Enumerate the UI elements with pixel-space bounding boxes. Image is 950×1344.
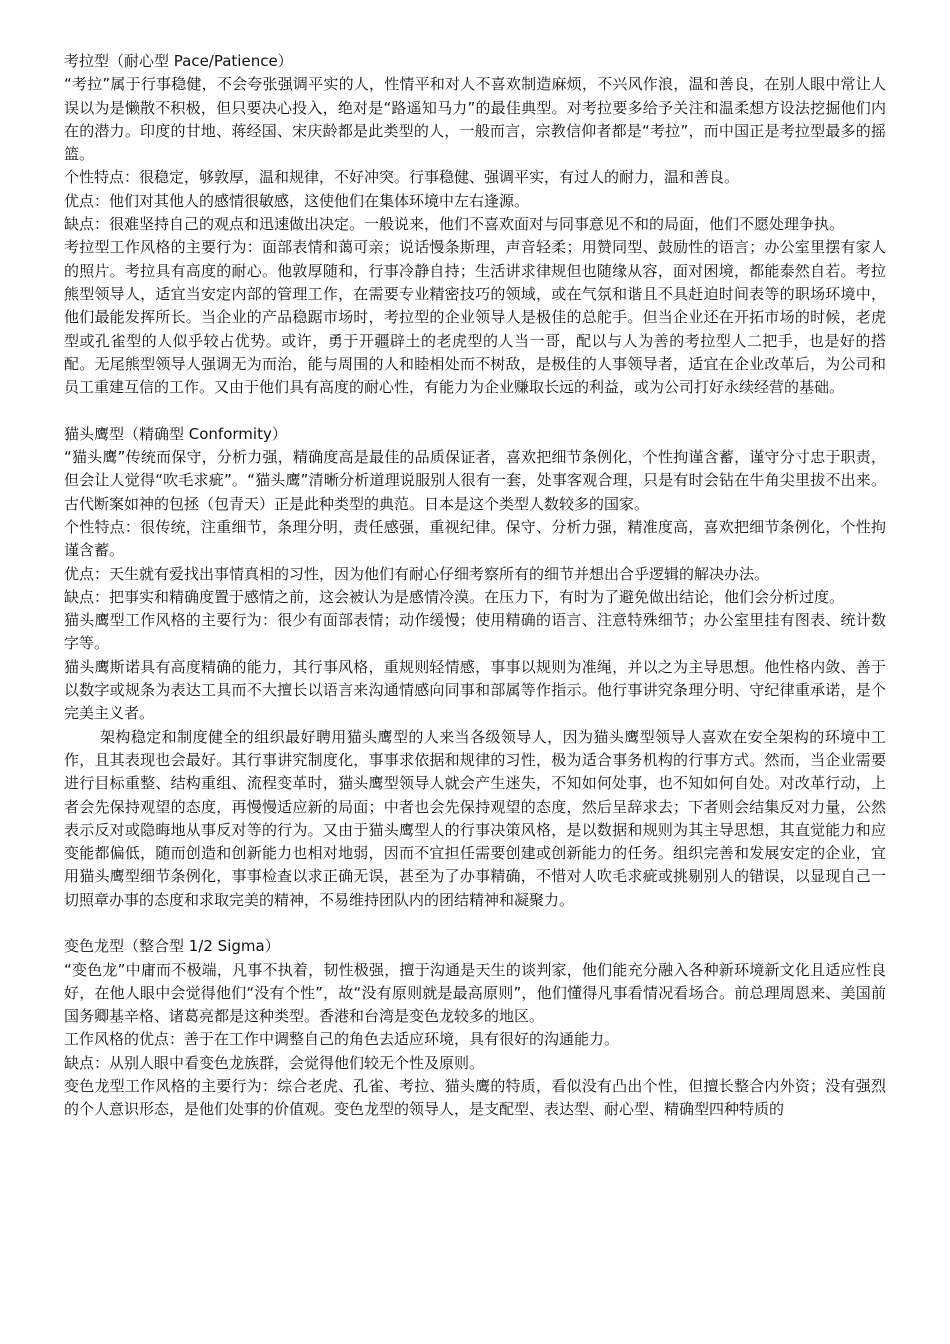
paragraph: 缺点：从别人眼中看变色龙族群，会觉得他们较无个性及原则。 bbox=[64, 1053, 485, 1072]
paragraph: 考拉型工作风格的主要行为：面部表情和蔼可亲；说话慢条斯理，声音轻柔；用赞同型、鼓励性的语言；办公室里摆有家人的照片。考拉具有高度的耐心。他敦厚随和，行事冷静自持；生活讲求律规但也随缘从容，面对困境，都能泰然自若。考拉熊型领导人，适宜当安定内部的管理工作，在需要专业精密技巧的领域，或在气氛和谐且不具赶迫时间表等的职场环境中，他们最能发挥所长。当企业的产品稳踞市场时，考拉型的企业领导人是极佳的总舵手。但当企业还在开拓市场的时候，老虎型或孔雀型的人似乎较占优势。或许，勇于开疆辟土的老虎型的人当一哥，配以与人为善的考拉型人二把手，也是好的搭配。无尾熊型领导人强调无为而治，能与周围的人和睦相处而不树敌，是极佳的人事领导者，适宜在企业改革后，为公司和员工重建互信的工作。又由于他们具有高度的耐心性，有能力为企业赚取长远的利益，或为公司打好永续经营的基础。 bbox=[64, 238, 886, 397]
section-heading: 考拉型（耐心型 Pace/Patience） bbox=[64, 52, 293, 70]
paragraph: “猫头鹰”传统而保守，分析力强，精确度高是最佳的品质保证者，喜欢把细节条例化，个性拘谨含蓄，谨守分寸忠于职责，但会让人觉得“吹毛求疵”。“猫头鹰”清晰分析道理说服别人很有一套，处事客观合理，只是有时会钻在牛角尖里拔不出来。古代断案如神的包拯（包青天）正是此种类型的典范。日本是这个类型人数较多的国家。 bbox=[64, 448, 886, 513]
paragraph: 个性特点：很稳定，够敦厚，温和规律，不好冲突。行事稳健、强调平实，有过人的耐力，温和善良。 bbox=[64, 168, 740, 187]
paragraph: 个性特点：很传统，注重细节，条理分明，责任感强，重视纪律。保守、分析力强，精准度高，喜欢把细节条例化，个性拘谨含蓄。 bbox=[64, 517, 886, 560]
section-heading: 猫头鹰型（精确型 Conformity） bbox=[64, 424, 287, 443]
paragraph: 优点：他们对其他人的感情很敏感，这使他们在集体环境中左右逢源。 bbox=[64, 191, 530, 210]
paragraph: 工作风格的优点：善于在工作中调整自己的角色去适应环境，具有很好的沟通能力。 bbox=[64, 1030, 620, 1049]
paragraph: 变色龙型工作风格的主要行为：综合老虎、孔雀、考拉、猫头鹰的特质，看似没有凸出个性，但擅长整合内外资；没有强烈的个人意识形态，是他们处事的价值观。变色龙型的领导人，是支配型、表达型、耐心型、精确型四种特质的 bbox=[64, 1077, 886, 1119]
paragraph: “考拉”属于行事稳健，不会夸张强调平实的人，性情平和对人不喜欢制造麻烦，不兴风作浪，温和善良，在别人眼中常让人误以为是懒散不积极，但只要决心投入，绝对是“路遥知马力”的最佳典型。对考拉要多给予关注和温柔想方设法挖掘他们内在的潜力。印度的甘地、蒋经国、宋庆龄都是此类型的人，一般而言，宗教信仰者都是“考拉”，而中国正是考拉型最多的摇篮。 bbox=[64, 75, 886, 164]
indented-paragraph: 架构稳定和制度健全的组织最好聘用猫头鹰型的人来当各级领导人，因为猫头鹰型领导人喜欢在安全架构的环境中工作，且其表现也会最好。其行事讲究制度化，事事求依据和规律的习性，极为适合事务机构的行事方式。然而，当企业需要进行目标重整、结构重组、流程变革时，猫头鹰型领导人就会产生迷失，不知如何处事，也不知如何自处。对改革行动，上者会先保持观望的态度，再慢慢适应新的局面；中者也会先保持观望的态度，然后呈辞求去；下者则会结集反对力量，公然表示反对或隐晦地从事反对等的行为。又由于猫头鹰型人的行事决策风格，是以数据和规则为其主导思想，其直觉能力和应变能都偏低，随而创造和创新能力也相对地弱，因而不宜担任需要创建或创新能力的任务。组织完善和发展安定的企业，宜用猫头鹰型细节条例化，事事检查以求正确无误，甚至为了办事精确，不惜对人吹毛求疵或挑剔别人的错误，以显现自己一切照章办事的态度和求取完美的精神，不易维持团队内的团结精神和凝聚力。 bbox=[64, 727, 886, 909]
section-chameleon bbox=[64, 935, 886, 1121]
paragraph: 缺点：把事实和精确度置于感情之前，这会被认为是感情冷漠。在压力下，有时为了避免做出结论，他们会分析过度。 bbox=[64, 587, 845, 606]
section-heading: 变色龙型（整合型 1/2 Sigma） bbox=[64, 937, 280, 956]
section-koala bbox=[64, 50, 886, 399]
document-page bbox=[64, 50, 886, 1122]
paragraph: “变色龙”中庸而不极端，凡事不执着，韧性极强，擅于沟通是天生的谈判家，他们能充分融入各种新环境新文化且适应性良好，在他人眼中会觉得他们“没有个性”，故“没有原则就是最高原则”，他们懂得凡事看情况看场合。前总理周恩来、美国前国务卿基辛格、诸葛亮都是这种类型。香港和台湾是变色龙较多的地区。 bbox=[64, 960, 886, 1026]
paragraph: 优点：天生就有爱找出事情真相的习性，因为他们有耐心仔细考察所有的细节并想出合乎逻辑的解决办法。 bbox=[64, 564, 770, 583]
paragraph: 猫头鹰型工作风格的主要行为：很少有面部表情；动作缓慢；使用精确的语言、注意特殊细节；办公室里挂有图表、统计数字等。 bbox=[64, 611, 886, 653]
paragraph: 缺点：很难坚持自己的观点和迅速做出决定。一般说来，他们不喜欢面对与同事意见不和的局面，他们不愿处理争执。 bbox=[64, 215, 845, 234]
paragraph: 猫头鹰斯诺具有高度精确的能力，其行事风格，重规则轻情感，事事以规则为准绳，并以之为主导思想。他性格内敛、善于以数字或规条为表达工具而不大擅长以语言来沟通情感向同事和部属等作指示。他行事讲究条理分明、守纪律重承诺，是个完美主义者。 bbox=[64, 657, 886, 723]
section-owl bbox=[64, 423, 886, 912]
